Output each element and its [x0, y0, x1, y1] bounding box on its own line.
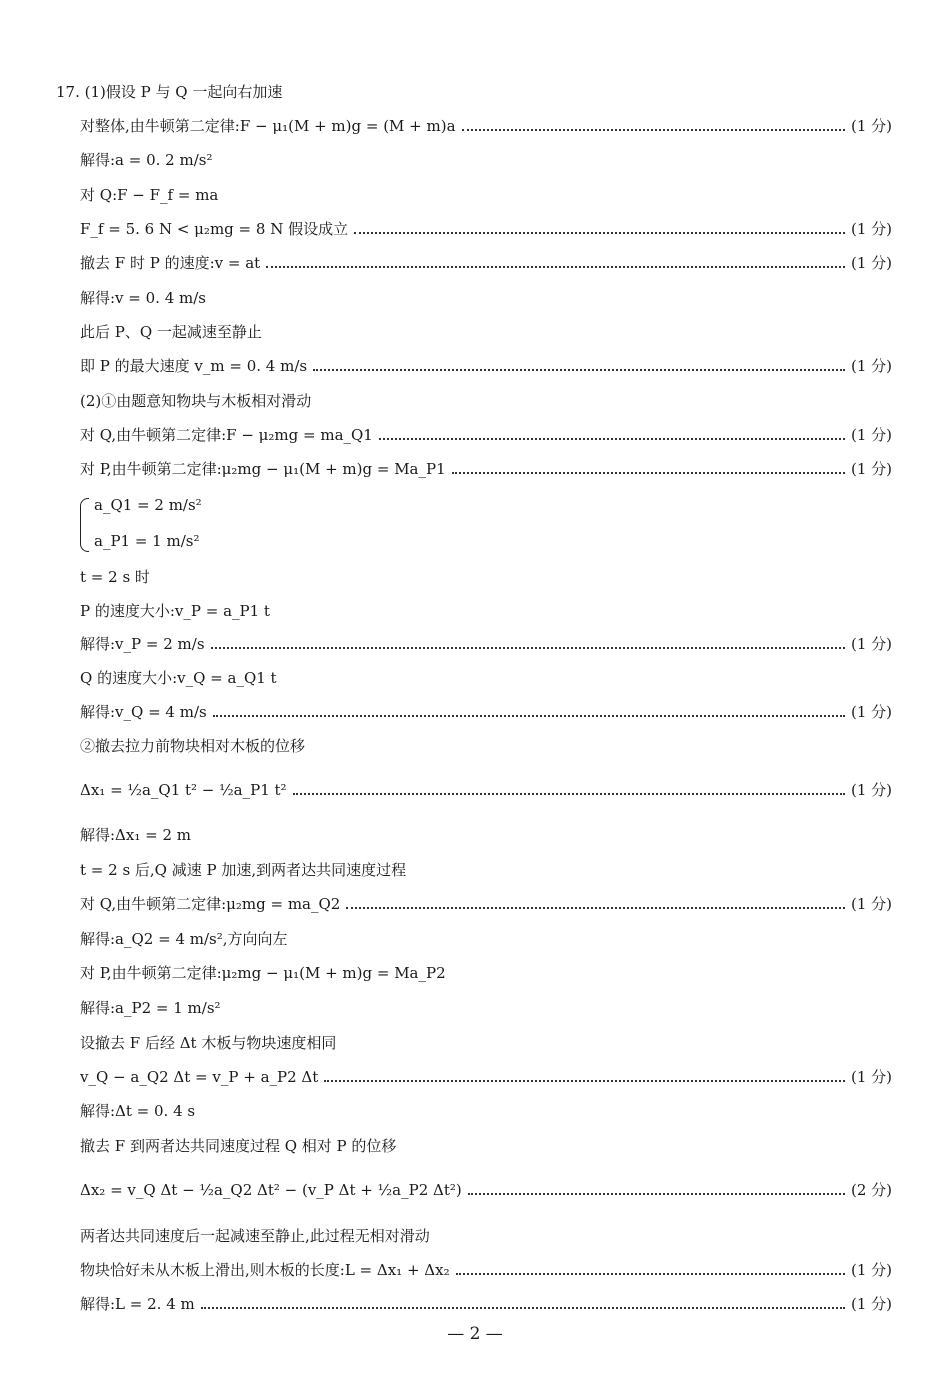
score-label: (1 分): [850, 357, 892, 375]
line-text: P 的速度大小:v_P = a_P1 t: [80, 602, 270, 620]
line-text: Q 的速度大小:v_Q = a_Q1 t: [80, 669, 277, 687]
line-4: [80, 216, 892, 242]
line-text: 解得:v_P = 2 m/s: [80, 635, 205, 653]
leader-dots: [468, 1189, 845, 1195]
line-text: 解得:Δt = 0. 4 s: [80, 1102, 196, 1120]
score-label: (1 分): [850, 703, 892, 721]
line-text: 对 Q,由牛顿第二定律:F − μ₂mg = ma_Q1: [80, 426, 373, 444]
line-text: 解得:Δx₁ = 2 m: [80, 826, 191, 844]
line-18: [80, 777, 892, 803]
line-text: 即 P 的最大速度 v_m = 0. 4 m/s: [80, 357, 308, 375]
line-16: [80, 699, 892, 725]
line-11: [80, 456, 892, 482]
line-22: [80, 926, 892, 952]
leader-dots: [293, 789, 845, 795]
line-12: [80, 564, 892, 590]
score-label: (1 分): [850, 254, 892, 272]
line-text: 两者达共同速度后一起减速至静止,此过程无相对滑动: [80, 1227, 430, 1245]
leader-dots: [354, 228, 845, 234]
score-label: (1 分): [850, 460, 892, 478]
line-0: [56, 79, 892, 105]
leader-dots: [201, 1303, 845, 1309]
line-13: [80, 598, 892, 624]
line-23: [80, 960, 892, 986]
line-31: [80, 1257, 892, 1283]
line-text: t = 2 s 后,Q 减速 P 加速,到两者达共同速度过程: [80, 861, 407, 879]
score-label: (1 分): [850, 635, 892, 653]
score-label: (1 分): [850, 1068, 892, 1086]
line-30: [80, 1223, 892, 1249]
line-text: 解得:v_Q = 4 m/s: [80, 703, 207, 721]
line-20: [80, 857, 892, 883]
line-28: [80, 1133, 892, 1159]
line-text: 解得:a = 0. 2 m/s²: [80, 151, 213, 169]
line-text: 对整体,由牛顿第二定律:F − μ₁(M + m)g = (M + m)a: [80, 117, 456, 135]
line-text: 此后 P、Q 一起减速至静止: [80, 323, 262, 341]
line-7: [80, 319, 892, 345]
leader-dots: [452, 468, 845, 474]
score-label: (1 分): [850, 1261, 892, 1279]
line-15: [80, 665, 892, 691]
line-32: [80, 1291, 892, 1317]
leader-dots: [346, 903, 845, 909]
score-label: (2 分): [850, 1181, 892, 1199]
score-label: (1 分): [850, 781, 892, 799]
line-8: [80, 353, 892, 379]
line-text: 对 Q,由牛顿第二定律:μ₂mg = ma_Q2: [80, 895, 341, 913]
line-9: [80, 388, 892, 414]
line-text: F_f = 5. 6 N < μ₂mg = 8 N 假设成立: [80, 220, 349, 238]
leader-dots: [313, 365, 845, 371]
line-text: v_Q − a_Q2 Δt = v_P + a_P2 Δt: [80, 1068, 319, 1086]
line-2: [80, 147, 892, 173]
line-25: [80, 1030, 892, 1056]
leader-dots: [266, 262, 845, 268]
leader-dots: [211, 643, 845, 649]
line-text: 解得:L = 2. 4 m: [80, 1295, 195, 1313]
line-27: [80, 1098, 892, 1124]
left-brace: [80, 498, 89, 552]
line-5: [80, 250, 892, 276]
system-row-1: a_Q1 = 2 m/s²: [94, 496, 202, 514]
line-10: [80, 422, 892, 448]
line-text: (2)①由题意知物块与木板相对滑动: [80, 392, 312, 410]
line-21: [80, 891, 892, 917]
leader-dots: [324, 1076, 845, 1082]
line-text: 解得:a_P2 = 1 m/s²: [80, 999, 221, 1017]
score-label: (1 分): [850, 895, 892, 913]
line-text: 解得:v = 0. 4 m/s: [80, 289, 206, 307]
leader-dots: [379, 434, 845, 440]
leader-dots: [456, 1269, 845, 1275]
equation-system: [80, 492, 280, 556]
line-19: [80, 822, 892, 848]
score-label: (1 分): [850, 426, 892, 444]
line-text: 对 P,由牛顿第二定律:μ₂mg − μ₁(M + m)g = Ma_P2: [80, 964, 446, 982]
line-29: [80, 1177, 892, 1203]
line-text: t = 2 s 时: [80, 568, 150, 586]
score-label: (1 分): [850, 117, 892, 135]
system-row-2: a_P1 = 1 m/s²: [94, 532, 200, 550]
line-text: 物块恰好未从木板上滑出,则木板的长度:L = Δx₁ + Δx₂: [80, 1261, 450, 1279]
line-text: Δx₁ = ½a_Q1 t² − ½a_P1 t²: [80, 781, 287, 799]
line-text: Δx₂ = v_Q Δt − ½a_Q2 Δt² − (v_P Δt + ½a_P2 Δt²): [80, 1181, 462, 1199]
line-text: 对 P,由牛顿第二定律:μ₂mg − μ₁(M + m)g = Ma_P1: [80, 460, 446, 478]
line-1: [80, 113, 892, 139]
leader-dots: [213, 711, 845, 717]
line-text: 设撤去 F 后经 Δt 木板与物块速度相同: [80, 1034, 337, 1052]
line-text: 撤去 F 时 P 的速度:v = at: [80, 254, 261, 272]
line-text: ②撤去拉力前物块相对木板的位移: [80, 737, 306, 755]
line-17: [80, 733, 892, 759]
line-24: [80, 995, 892, 1021]
line-6: [80, 285, 892, 311]
line-text: 解得:a_Q2 = 4 m/s²,方向向左: [80, 930, 288, 948]
line-text: 撤去 F 到两者达共同速度过程 Q 相对 P 的位移: [80, 1137, 397, 1155]
leader-dots: [462, 125, 845, 131]
score-label: (1 分): [850, 1295, 892, 1313]
line-14: [80, 631, 892, 657]
line-26: [80, 1064, 892, 1090]
line-text: 对 Q:F − F_f = ma: [80, 186, 219, 204]
line-text: 17. (1)假设 P 与 Q 一起向右加速: [56, 83, 283, 101]
page-number: — 2 —: [447, 1324, 503, 1344]
line-3: [80, 182, 892, 208]
score-label: (1 分): [850, 220, 892, 238]
